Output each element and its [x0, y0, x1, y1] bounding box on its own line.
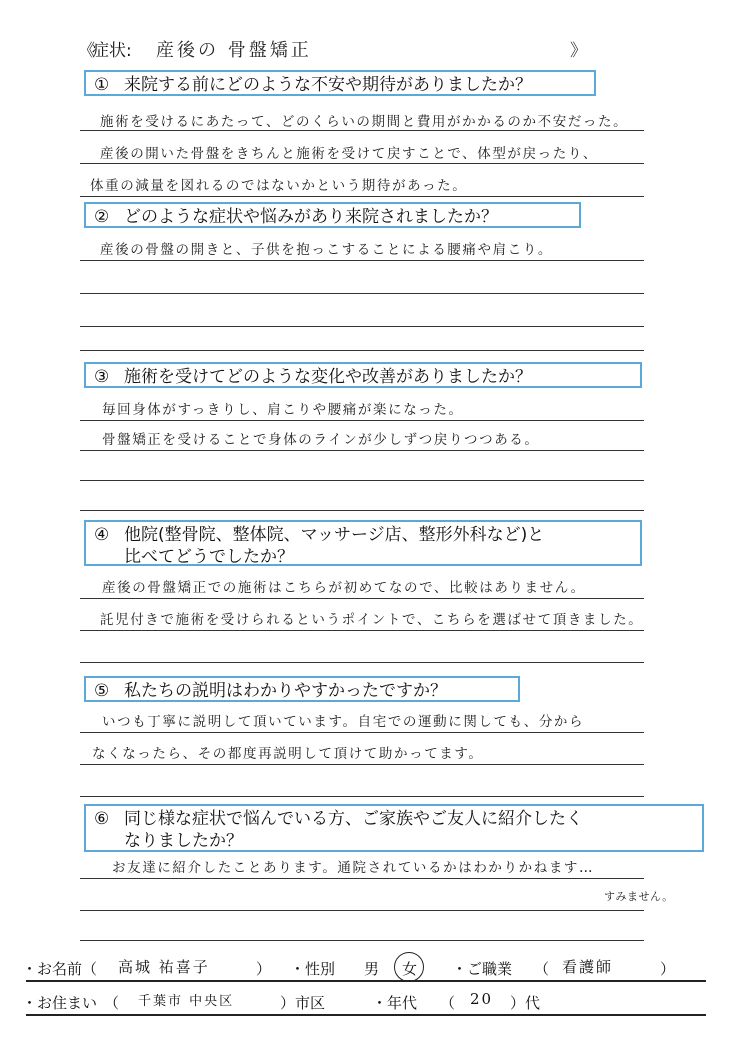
- answer-1-line-2: 産後の開いた骨盤をきちんと施術を受けて戻すことで、体型が戻ったり、: [100, 146, 599, 162]
- age-label: ・年代: [372, 994, 418, 1012]
- header-close-bracket: 》: [570, 41, 587, 61]
- symptom-value: 産後の 骨盤矯正: [156, 40, 312, 61]
- question-text: どのような症状や悩みがあり来院されましたか？: [124, 207, 498, 227]
- question-text: 他院(整骨院、整体院、マッサージ店、整形外科など)と: [124, 525, 545, 545]
- answer-2-line-1: 産後の骨盤の開きと、子供を抱っこすることによる腰痛や肩こり。: [100, 242, 553, 258]
- question-number: ⑥: [94, 809, 110, 829]
- question-number: ③: [94, 367, 110, 387]
- question-6: [84, 804, 704, 852]
- question-4: [84, 520, 642, 566]
- answer-6-line-1: お友達に紹介したことあります。通院されているかはわかりかねます…: [112, 860, 595, 876]
- address-close: ）市区: [280, 994, 326, 1012]
- answer-6-line-2: すみません。: [604, 890, 674, 903]
- address-open: （: [104, 994, 120, 1012]
- question-text: 同じ様な症状で悩んでいる方、ご家族やご友人に紹介したく: [124, 809, 583, 829]
- job-open: （: [534, 960, 550, 978]
- job-close: ）: [660, 960, 676, 978]
- answer-5-line-1: いつも丁寧に説明して頂いています。自宅での運動に関しても、分から: [102, 714, 585, 730]
- question-5: [84, 676, 520, 702]
- symptom-label: 症状:: [92, 41, 132, 61]
- question-number: ⑤: [94, 681, 110, 701]
- question-text: 私たちの説明はわかりやすかったですか？: [124, 681, 447, 701]
- age-open: （: [440, 994, 456, 1012]
- name-close: ）: [256, 960, 272, 978]
- question-number: ④: [94, 525, 110, 545]
- age-close: ）代: [510, 994, 541, 1012]
- gender-label: ・性別: [290, 960, 336, 978]
- age-value: 20: [470, 990, 494, 1008]
- gender-female: 女: [402, 960, 418, 978]
- symptom-header: [78, 36, 598, 66]
- answer-3-line-2: 骨盤矯正を受けることで身体のラインが少しずつ戻りつつある。: [102, 432, 540, 448]
- answer-5-line-2: なくなったら、その都度再説明して頂けて助かってます。: [92, 746, 484, 762]
- address-label: ・お住まい: [22, 994, 98, 1012]
- gender-male: 男: [364, 960, 380, 978]
- question-number: ②: [94, 207, 110, 227]
- answer-1-line-1: 施術を受けるにあたって、どのくらいの期間と費用がかかるのか不安だった。: [100, 114, 629, 130]
- question-3: [84, 362, 642, 388]
- question-1: [84, 70, 596, 96]
- question-text-line-2: 比べてどうでしたか？: [124, 547, 294, 567]
- answer-4-line-2: 託児付きで施術を受けられるというポイントで、こちらを選ばせて頂きました。: [100, 612, 644, 628]
- answer-3-line-1: 毎回身体がすっきりし、肩こりや腰痛が楽になった。: [102, 402, 464, 418]
- job-label: ・ご職業: [452, 960, 513, 978]
- question-2: [84, 202, 581, 228]
- question-number: ①: [94, 75, 110, 95]
- address-value: 千葉市 中央区: [138, 994, 235, 1009]
- question-text: 施術を受けてどのような変化や改善がありましたか？: [124, 367, 532, 387]
- name-label: ・お名前（: [22, 960, 98, 978]
- question-text-line-2: なりましたか？: [124, 831, 243, 851]
- answer-4-line-1: 産後の骨盤矯正での施術はこちらが初めてなので、比較はありません。: [102, 580, 586, 596]
- header-open-bracket: 《: [78, 41, 95, 61]
- answer-1-line-3: 体重の減量を図れるのではないかという期待があった。: [90, 178, 468, 194]
- job-value: 看護師: [562, 958, 614, 976]
- question-text: 来院する前にどのような不安や期待がありましたか？: [124, 75, 532, 95]
- name-value: 高城 祐喜子: [118, 958, 210, 976]
